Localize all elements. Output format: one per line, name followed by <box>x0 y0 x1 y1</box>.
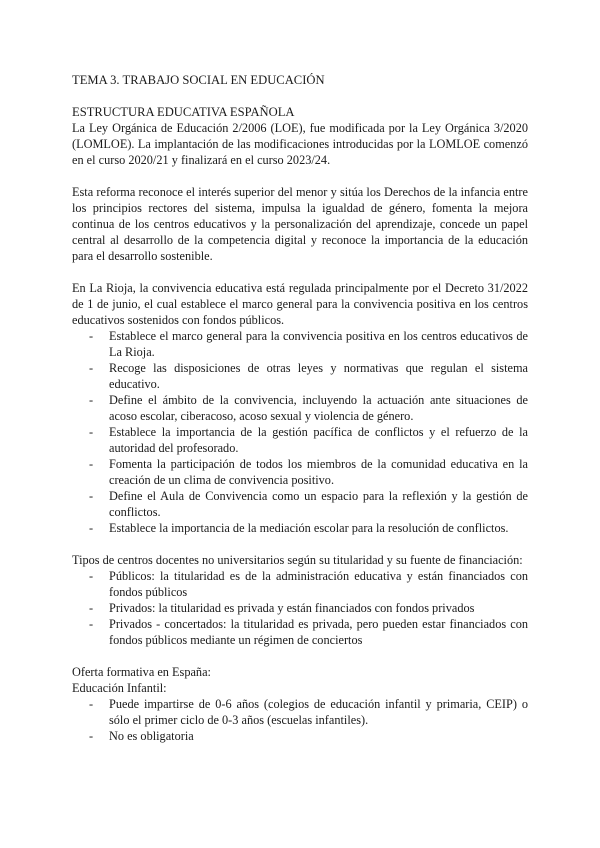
oferta-heading: Oferta formativa en España: <box>72 665 211 679</box>
list-item: - Establece la importancia de la gestión pacífica de conflictos y el refuerzo de la autoridad del profesorado. <box>72 424 528 456</box>
list-item: - Públicos: la titularidad es de la administración educativa y están financiados con fondos públicos <box>72 568 528 600</box>
list-item: - Establece la importancia de la mediación escolar para la resolución de conflictos. <box>72 520 528 536</box>
spacer <box>72 536 528 552</box>
rioja-paragraph: En La Rioja, la convivencia educativa está regulada principalmente por el Decreto 31/2022 de 1 de junio, el cual establece el marco general para la convivencia positiva en los centros educativos sostenidos con fondos públicos. <box>72 281 528 327</box>
document-title: TEMA 3. TRABAJO SOCIAL EN EDUCACIÓN <box>72 73 325 87</box>
section-heading: ESTRUCTURA EDUCATIVA ESPAÑOLA <box>72 105 295 119</box>
list-item: - Puede impartirse de 0-6 años (colegios de educación infantil y primaria, CEIP) o sólo el primer ciclo de 0-3 años (escuelas infantiles). <box>72 696 528 728</box>
list-item: - Recoge las disposiciones de otras leyes y normativas que regulan el sistema educativo. <box>72 360 528 392</box>
spacer <box>72 168 528 184</box>
rioja-list <box>72 328 528 536</box>
centros-intro: Tipos de centros docentes no universitarios según su titularidad y su fuente de financiación: <box>72 553 523 567</box>
intro-paragraph: La Ley Orgánica de Educación 2/2006 (LOE), fue modificada por la Ley Orgánica 3/2020 (LOMLOE). La implantación de las modificaciones introducidas por la LOMLOE comenzó en el curso 2020/21 y finalizará en el curso 2023/24. <box>72 121 528 167</box>
spacer <box>72 88 528 104</box>
infantil-heading: Educación Infantil: <box>72 681 167 695</box>
spacer <box>72 648 528 664</box>
reform-paragraph: Esta reforma reconoce el interés superior del menor y sitúa los Derechos de la infancia entre los principios rectores del sistema, impulsa la igualdad de género, fomenta la mejora continua de los centros educativos y la personalización del aprendizaje, concede un papel central al desarrollo de la competencia digital y reconoce la importancia de la educación para el desarrollo sostenible. <box>72 185 528 263</box>
list-item: - Establece el marco general para la convivencia positiva en los centros educativos de La Rioja. <box>72 328 528 360</box>
list-item: - Privados - concertados: la titularidad es privada, pero pueden estar financiados con fondos públicos mediante un régimen de conciertos <box>72 616 528 648</box>
list-item: - No es obligatoria <box>72 728 528 744</box>
centros-list <box>72 568 528 648</box>
list-item: - Define el Aula de Convivencia como un espacio para la reflexión y la gestión de conflictos. <box>72 488 528 520</box>
infantil-list <box>72 696 528 744</box>
spacer <box>72 264 528 280</box>
list-item: - Define el ámbito de la convivencia, incluyendo la actuación ante situaciones de acoso escolar, ciberacoso, acoso sexual y violencia de género. <box>72 392 528 424</box>
list-item: - Fomenta la participación de todos los miembros de la comunidad educativa en la creación de un clima de convivencia positivo. <box>72 456 528 488</box>
list-item: - Privados: la titularidad es privada y están financiados con fondos privados <box>72 600 528 616</box>
